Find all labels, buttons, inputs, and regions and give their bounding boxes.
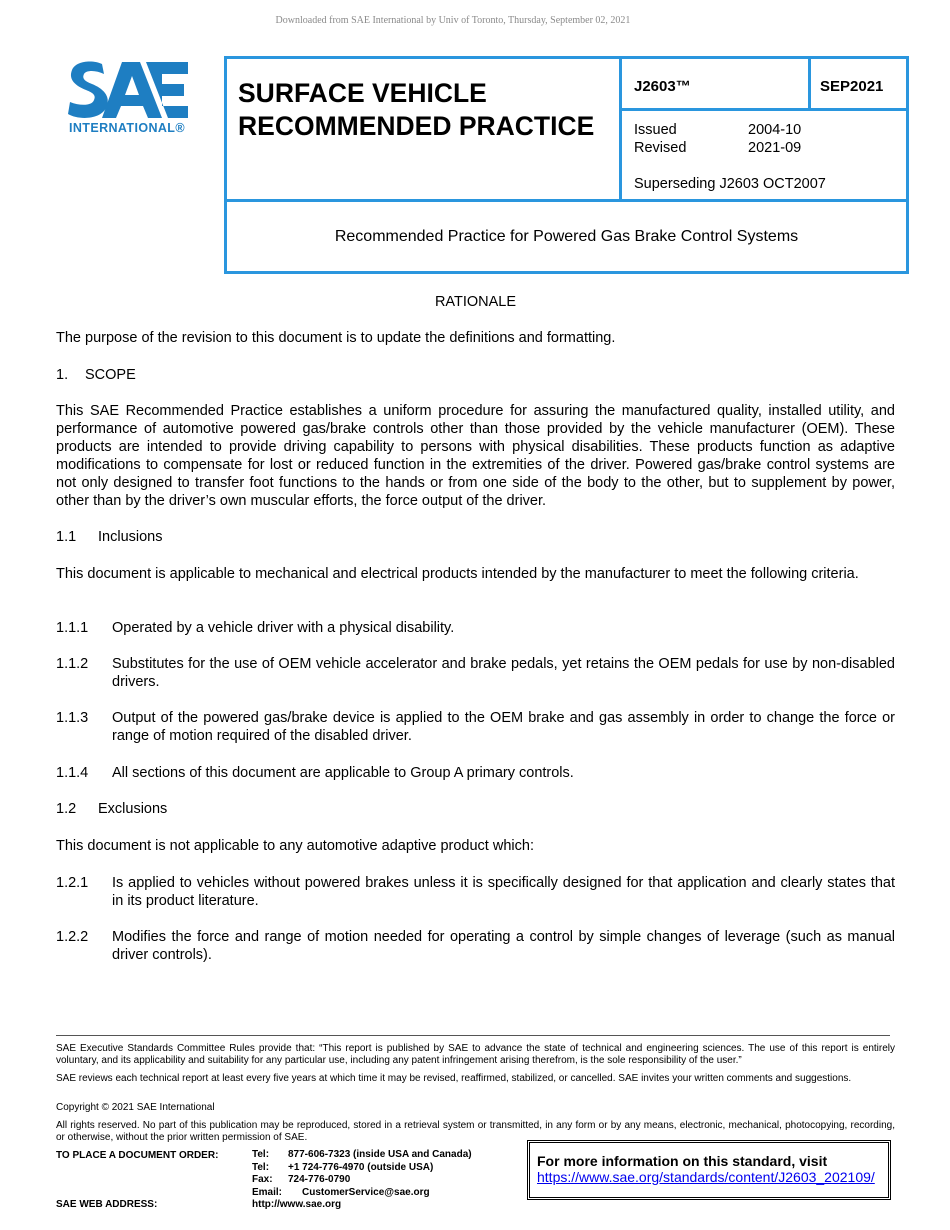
revised-label: Revised xyxy=(634,140,687,156)
section-heading-exclusions xyxy=(56,800,167,818)
clause-text: Is applied to vehicles without powered brakes unless it is specifically designed for that application and clearly states that in its product literature. xyxy=(112,875,895,909)
section-number: 1. xyxy=(56,367,69,383)
rights-text: All rights reserved. No part of this publication may be reproduced, stored in a retrieval system or transmitted, in any form or by any means, electronic, mechanical, photocopying, recording, or otherwise, without the prior written permission of SAE. xyxy=(56,1120,895,1143)
contact-value: 877-606-7323 (inside USA and Canada) xyxy=(288,1149,472,1160)
web-address-label: SAE WEB ADDRESS: xyxy=(56,1199,158,1210)
superseding-note: Superseding J2603 OCT2007 xyxy=(634,176,826,192)
contact-value: 724-776-0790 xyxy=(288,1174,351,1185)
standard-url-link[interactable]: https://www.sae.org/standards/content/J2603_202109/ xyxy=(537,1169,875,1185)
more-info-title: For more information on this standard, visit xyxy=(537,1153,828,1169)
clause-text: Substitutes for the use of OEM vehicle accelerator and brake pedals, yet retains the OEM pedals for use by non-disabled drivers. xyxy=(112,656,895,690)
section-number: 1.2 xyxy=(56,801,77,817)
inclusions-text: This document is applicable to mechanical and electrical products intended by the manufacturer to meet the following criteria. xyxy=(56,566,859,582)
email-link[interactable]: CustomerService@sae.org xyxy=(302,1186,430,1198)
document-date-box xyxy=(808,56,909,111)
clause-number: 1.2.1 xyxy=(56,875,89,891)
review-text: SAE reviews each technical report at least every five years at which time it may be revised, reaffirmed, stabilized, or cancelled. SAE invites your written comments and suggestions. xyxy=(56,1073,852,1084)
issue-info-box xyxy=(619,108,909,202)
clause-number: 1.1.1 xyxy=(56,620,89,636)
document-code: J2603™ xyxy=(634,78,691,95)
contact-label: Tel: xyxy=(252,1161,270,1173)
clause-text: All sections of this document are applicable to Group A primary controls. xyxy=(112,765,574,781)
document-type-line1: SURFACE VEHICLE xyxy=(238,78,487,108)
section-title: Inclusions xyxy=(98,529,163,545)
document-type xyxy=(238,77,594,143)
document-date: SEP2021 xyxy=(820,78,884,95)
exclusions-text: This document is not applicable to any automotive adaptive product which: xyxy=(56,838,534,854)
section-heading-scope xyxy=(56,366,136,384)
clause-text: Modifies the force and range of motion needed for operating a control by simple changes of leverage (such as manual driver controls). xyxy=(112,929,895,963)
clause-number: 1.1.3 xyxy=(56,710,89,726)
contact-value: +1 724-776-4970 (outside USA) xyxy=(288,1161,434,1173)
contact-label: Fax: xyxy=(252,1174,273,1185)
download-watermark: Downloaded from SAE International by Univ of Toronto, Thursday, September 02, 2021 xyxy=(275,15,631,26)
issued-value: 2004-10 xyxy=(748,122,802,138)
section-title: Exclusions xyxy=(98,801,168,817)
document-code-box xyxy=(619,56,811,111)
document-title: Recommended Practice for Powered Gas Brake Control Systems xyxy=(334,228,799,245)
document-title-box xyxy=(224,199,909,274)
clause-number: 1.1.4 xyxy=(56,765,89,781)
clause-number: 1.1.2 xyxy=(56,656,89,672)
document-type-line2: RECOMMENDED PRACTICE xyxy=(238,111,595,141)
sae-logo-subtitle: INTERNATIONAL® xyxy=(69,121,185,135)
committee-rules-text: SAE Executive Standards Committee Rules provide that: “This report is published by SAE to advance the state of technical and engineering sciences. The use of this report is entirely voluntary, and its applicability and suitability for any particular use, including any patent infringement arising therefrom, is the sole responsibility of the user.” xyxy=(56,1043,895,1066)
rationale-heading: RATIONALE xyxy=(434,294,517,310)
section-number: 1.1 xyxy=(56,529,77,545)
rationale-text: The purpose of the revision to this document is to update the definitions and formatting. xyxy=(56,330,616,346)
more-info-box xyxy=(527,1140,891,1200)
contact-label: Email: xyxy=(252,1186,283,1198)
section-heading-inclusions xyxy=(56,528,162,546)
sae-logo-mark xyxy=(66,60,190,120)
order-label: TO PLACE A DOCUMENT ORDER: xyxy=(56,1150,219,1161)
issued-label: Issued xyxy=(634,122,677,138)
clause-number: 1.2.2 xyxy=(56,929,89,945)
revised-value: 2021-09 xyxy=(748,140,802,156)
section-title: SCOPE xyxy=(85,367,136,383)
contact-label: Tel: xyxy=(252,1149,270,1160)
copyright-text: Copyright © 2021 SAE International xyxy=(56,1102,215,1113)
document-type-box xyxy=(224,56,622,202)
footer-divider xyxy=(56,1035,890,1036)
web-address-link[interactable]: http://www.sae.org xyxy=(252,1199,342,1210)
scope-text: This SAE Recommended Practice establishes a uniform procedure for assuring the manufactured quality, installed utility, and performance of automotive powered gas/brake controls other than those provided by the vehicle manufacturer (OEM). These products are intended to provide driving capability to persons with physical disabilities. These products function as adaptive modifications to compensate for lost or reduced function in the extremities of the driver. Powered gas/brake control systems are not only designed to transfer foot functions to the hands or from one side of the body to the other, but to supplement by power, other than by the driver’s own muscular efforts, the force output of the driver. xyxy=(56,403,895,509)
clause-text: Output of the powered gas/brake device is applied to the OEM brake and gas assembly in order to change the force or range of motion required of the disabled driver. xyxy=(112,710,895,744)
clause-text: Operated by a vehicle driver with a physical disability. xyxy=(112,620,455,636)
